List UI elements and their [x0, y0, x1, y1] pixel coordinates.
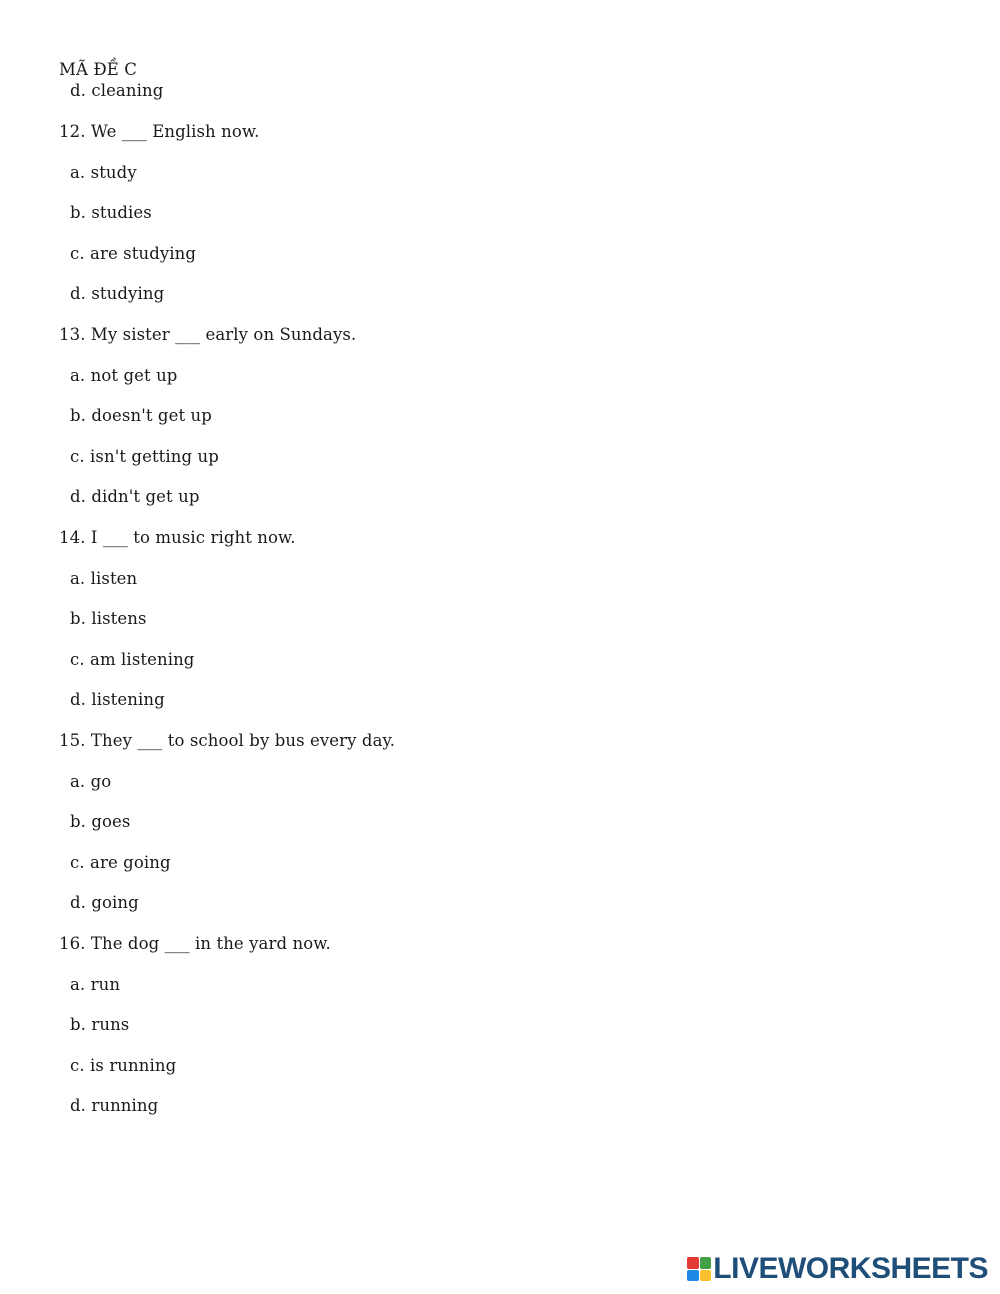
option-13a[interactable]: a. not get up — [70, 366, 178, 385]
option-15d[interactable]: d. going — [70, 893, 139, 912]
logo-square-yellow — [700, 1270, 712, 1282]
question-14: 14. I ___ to music right now. — [59, 528, 296, 547]
option-14b[interactable]: b. listens — [70, 609, 147, 628]
option-14d[interactable]: d. listening — [70, 690, 165, 709]
option-14a[interactable]: a. listen — [70, 569, 138, 588]
option-12d[interactable]: d. studying — [70, 284, 165, 303]
brand-name: LIVEWORKSHEETS — [713, 1252, 988, 1285]
option-12b[interactable]: b. studies — [70, 203, 152, 222]
option-13b[interactable]: b. doesn't get up — [70, 406, 212, 425]
option-16b[interactable]: b. runs — [70, 1015, 130, 1034]
option-16d[interactable]: d. running — [70, 1096, 159, 1115]
option-14c[interactable]: c. am listening — [70, 650, 195, 669]
option-15a[interactable]: a. go — [70, 772, 112, 791]
option-12a[interactable]: a. study — [70, 163, 137, 182]
previous-option: d. cleaning — [70, 81, 164, 100]
option-16a[interactable]: a. run — [70, 975, 121, 994]
logo-square-red — [687, 1257, 699, 1269]
option-15b[interactable]: b. goes — [70, 812, 131, 831]
question-12: 12. We ___ English now. — [59, 122, 260, 141]
option-13d[interactable]: d. didn't get up — [70, 487, 200, 506]
option-13c[interactable]: c. isn't getting up — [70, 447, 219, 466]
logo-square-blue — [687, 1270, 699, 1282]
liveworksheets-brand[interactable] — [687, 1254, 988, 1284]
option-12c[interactable]: c. are studying — [70, 244, 197, 263]
logo-square-green — [700, 1257, 712, 1269]
question-13: 13. My sister ___ early on Sundays. — [59, 325, 357, 344]
option-16c[interactable]: c. is running — [70, 1056, 177, 1075]
question-16: 16. The dog ___ in the yard now. — [59, 934, 331, 953]
liveworksheets-logo-icon — [687, 1257, 711, 1281]
question-15: 15. They ___ to school by bus every day. — [59, 731, 396, 750]
option-15c[interactable]: c. are going — [70, 853, 171, 872]
exam-code: MÃ ĐỀ C — [59, 60, 137, 79]
